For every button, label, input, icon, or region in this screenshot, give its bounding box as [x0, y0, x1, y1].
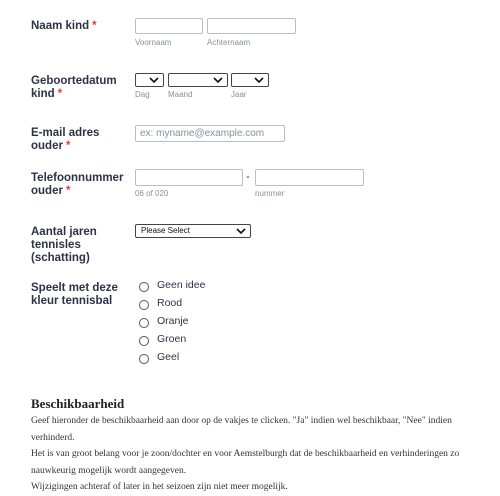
required-mark: * — [65, 140, 71, 152]
chevron-down-icon — [149, 76, 159, 84]
years-tennis-label: Aantal jaren tennisles (schatting) — [31, 226, 97, 264]
chevron-down-icon — [254, 76, 264, 84]
chevron-down-icon — [213, 76, 223, 84]
email-field[interactable] — [135, 125, 285, 142]
availability-line: Geef hieronder de beschikbaarheid aan door op de vakjes te clicken. "Ja" indien wel beschikbaar, "Nee" indien — [31, 416, 452, 426]
phone-number-sublabel: nummer — [255, 189, 285, 198]
day-sublabel: Dag — [135, 90, 150, 99]
availability-line: nauwkeurig mogelijk wordt aangegeven. — [31, 465, 187, 476]
tennis-ball-color-label: Speelt met deze kleur tennisbal — [31, 282, 118, 307]
required-mark: * — [92, 20, 97, 32]
phone-area-sublabel: 06 of 020 — [135, 189, 169, 198]
phone-area-input[interactable] — [135, 169, 243, 186]
last-name-sublabel: Achternaam — [207, 38, 251, 47]
availability-text — [31, 413, 491, 496]
availability-line: verhinderd. — [31, 432, 75, 443]
radio-geen-idee[interactable] — [139, 282, 149, 292]
radio-oranje[interactable] — [139, 318, 149, 328]
radio-groen[interactable] — [139, 336, 149, 346]
chevron-down-icon — [236, 227, 246, 235]
phone-separator: - — [246, 171, 250, 183]
email-label: E-mail adres ouder * — [31, 127, 100, 152]
availability-line: Wijzigingen achteraf of later in het seizoen zijn niet meer mogelijk. — [31, 482, 288, 492]
naam-kind-label: Naam kind * — [31, 20, 97, 32]
radio-label-rood[interactable]: Rood — [157, 297, 183, 309]
required-mark: * — [57, 88, 63, 100]
year-select[interactable] — [231, 73, 269, 87]
phone-number-input[interactable] — [255, 169, 364, 186]
email-placeholder: ex: myname@example.com — [140, 128, 265, 139]
required-mark: * — [65, 185, 71, 197]
day-select[interactable] — [135, 73, 164, 87]
month-select[interactable] — [168, 73, 228, 87]
radio-label-geel[interactable]: Geel — [157, 351, 180, 363]
radio-rood[interactable] — [139, 300, 149, 310]
phone-label: Telefoonnummer ouder * — [31, 172, 124, 197]
years-tennis-selected: Please Select — [141, 226, 190, 235]
last-name-input[interactable] — [207, 18, 296, 34]
first-name-sublabel: Voornaam — [135, 38, 172, 47]
radio-geel[interactable] — [139, 354, 149, 364]
years-tennis-select[interactable] — [135, 224, 251, 238]
availability-line: Het is van groot belang voor je zoon/dochter en voor Aemstelburgh dat de beschikbaarheid en verhinderingen zo — [31, 449, 460, 459]
availability-heading: Beschikbaarheid — [31, 396, 125, 411]
birthdate-label: Geboortedatum kind * — [31, 75, 117, 100]
month-sublabel: Maand — [168, 90, 193, 99]
year-sublabel: Jaar — [231, 90, 247, 99]
radio-label-oranje[interactable]: Oranje — [157, 315, 189, 327]
radio-label-geen-idee[interactable]: Geen idee — [157, 279, 206, 291]
radio-label-groen[interactable]: Groen — [157, 333, 187, 345]
first-name-input[interactable] — [135, 18, 203, 34]
